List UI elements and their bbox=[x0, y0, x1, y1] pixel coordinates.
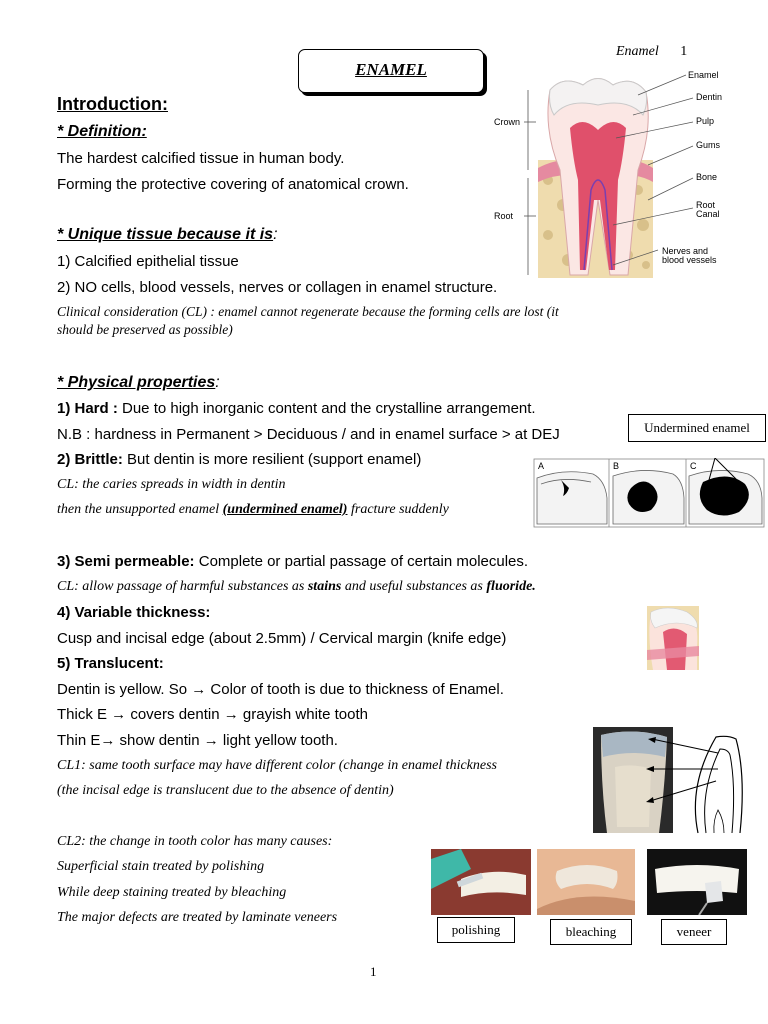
page-title: ENAMEL bbox=[298, 49, 484, 93]
cl-brittle-2-pre: then the unsupported enamel bbox=[57, 502, 223, 517]
cl-permeable-fluoride: fluoride. bbox=[486, 579, 536, 594]
unique-heading: * Unique tissue because it is bbox=[57, 226, 274, 243]
bleaching-photo bbox=[537, 849, 635, 915]
cl2-line-4: The major defects are treated by laminate veneers bbox=[57, 910, 338, 925]
cl-brittle-2 bbox=[57, 502, 449, 518]
unique-heading-colon: : bbox=[273, 226, 278, 243]
clinical-consideration-2: should be preserved as possible) bbox=[57, 322, 233, 337]
unique-item-1: 1) Calcified epithelial tissue bbox=[57, 253, 239, 270]
incisor-pointer-arrows bbox=[640, 733, 720, 813]
translucent-line-2: Thick E → covers dentin → grayish white tooth bbox=[57, 706, 368, 723]
cl2-line-1: CL2: the change in tooth color has many causes: bbox=[57, 834, 333, 849]
label-root-canal-2: Canal bbox=[696, 209, 720, 219]
cl2-line-3: While deep staining treated by bleaching bbox=[57, 885, 287, 900]
property-semi-permeable-label: 3) Semi permeable: bbox=[57, 553, 195, 570]
footer-page-number: 1 bbox=[370, 964, 377, 979]
caries-panel-a: A bbox=[538, 461, 545, 471]
property-hard bbox=[57, 400, 536, 417]
running-header bbox=[616, 44, 687, 60]
caries-panel-c: C bbox=[690, 461, 697, 471]
property-brittle-label: 2) Brittle: bbox=[57, 451, 123, 468]
cl-brittle-2-bold: (undermined enamel) bbox=[222, 502, 348, 517]
label-enamel: Enamel bbox=[688, 70, 719, 80]
veneer-label: veneer bbox=[661, 919, 727, 945]
polishing-photo bbox=[431, 849, 531, 915]
label-root-canal-1: Root bbox=[696, 200, 716, 210]
property-translucent-label: 5) Translucent: bbox=[57, 655, 164, 672]
cl1-line-2: (the incisal edge is translucent due to the absence of dentin) bbox=[57, 783, 394, 798]
bleaching-illustration bbox=[537, 849, 635, 915]
definition-line-1: The hardest calcified tissue in human body. bbox=[57, 150, 345, 167]
veneer-illustration bbox=[647, 849, 747, 915]
property-hard-text: Due to high inorganic content and the crystalline arrangement. bbox=[117, 400, 536, 417]
tooth-section-illustration bbox=[647, 606, 699, 670]
cl-brittle-2-post: fracture suddenly bbox=[347, 502, 449, 517]
caries-progression-illustration bbox=[533, 458, 765, 528]
physical-heading-row bbox=[57, 374, 220, 392]
property-semi-permeable bbox=[57, 553, 528, 570]
caries-diagram bbox=[533, 458, 765, 528]
label-bone: Bone bbox=[696, 172, 718, 182]
cl-permeable-pre: CL: allow passage of harmful substances as bbox=[57, 579, 308, 594]
tooth-thickness-image bbox=[647, 606, 699, 670]
cl2-line-2: Superficial stain treated by polishing bbox=[57, 859, 265, 874]
cl-permeable-mid: and useful substances as bbox=[341, 579, 487, 594]
physical-heading: * Physical properties bbox=[57, 374, 216, 391]
cl-permeable-stains: stains bbox=[307, 579, 342, 594]
property-variable-thickness-label: 4) Variable thickness: bbox=[57, 604, 211, 621]
label-crown: Crown bbox=[494, 117, 521, 127]
label-pulp: Pulp bbox=[696, 116, 715, 126]
label-nerves-2: blood vessels bbox=[662, 255, 717, 265]
physical-heading-colon: : bbox=[215, 374, 220, 391]
label-dentin: Dentin bbox=[696, 92, 723, 102]
bleaching-label: bleaching bbox=[550, 919, 632, 945]
label-nerves-1: Nerves and bbox=[662, 246, 709, 256]
running-title: Enamel bbox=[616, 44, 659, 59]
property-semi-permeable-text: Complete or partial passage of certain molecules. bbox=[194, 553, 529, 570]
caries-panel-b: B bbox=[613, 461, 620, 471]
unique-heading-row bbox=[57, 226, 278, 244]
property-variable-thickness-text: Cusp and incisal edge (about 2.5mm) / Cervical margin (knife edge) bbox=[57, 630, 507, 647]
unique-item-2: 2) NO cells, blood vessels, nerves or collagen in enamel structure. bbox=[57, 279, 498, 296]
clinical-consideration-1: Clinical consideration (CL) : enamel cannot regenerate because the forming cells are lost (it bbox=[57, 304, 559, 319]
label-gums: Gums bbox=[696, 140, 721, 150]
hardness-note: N.B : hardness in Permanent > Deciduous / and in enamel surface > at DEJ bbox=[57, 426, 560, 443]
property-brittle-text: But dentin is more resilient (support enamel) bbox=[122, 451, 422, 468]
veneer-photo bbox=[647, 849, 747, 915]
cl-brittle-1: CL: the caries spreads in width in dentin bbox=[57, 477, 286, 492]
translucent-line-1: Dentin is yellow. So → Color of tooth is due to thickness of Enamel. bbox=[57, 681, 504, 698]
undermined-enamel-label: Undermined enamel bbox=[628, 414, 766, 442]
translucent-line-3: Thin E→ show dentin → light yellow tooth. bbox=[57, 732, 338, 749]
label-root: Root bbox=[494, 211, 514, 221]
definition-heading: * Definition: bbox=[57, 123, 147, 140]
header-page-number: 1 bbox=[680, 44, 688, 59]
polishing-illustration bbox=[431, 849, 531, 915]
definition-line-2: Forming the protective covering of anatomical crown. bbox=[57, 176, 409, 193]
tooth-anatomy-diagram bbox=[488, 60, 758, 280]
cl1-line-1: CL1: same tooth surface may have different color (change in enamel thickness bbox=[57, 758, 497, 773]
polishing-label: polishing bbox=[437, 917, 515, 943]
property-brittle bbox=[57, 451, 421, 468]
cl-permeable bbox=[57, 579, 536, 595]
property-hard-label: 1) Hard : bbox=[57, 400, 118, 417]
intro-heading: Introduction: bbox=[57, 94, 168, 114]
